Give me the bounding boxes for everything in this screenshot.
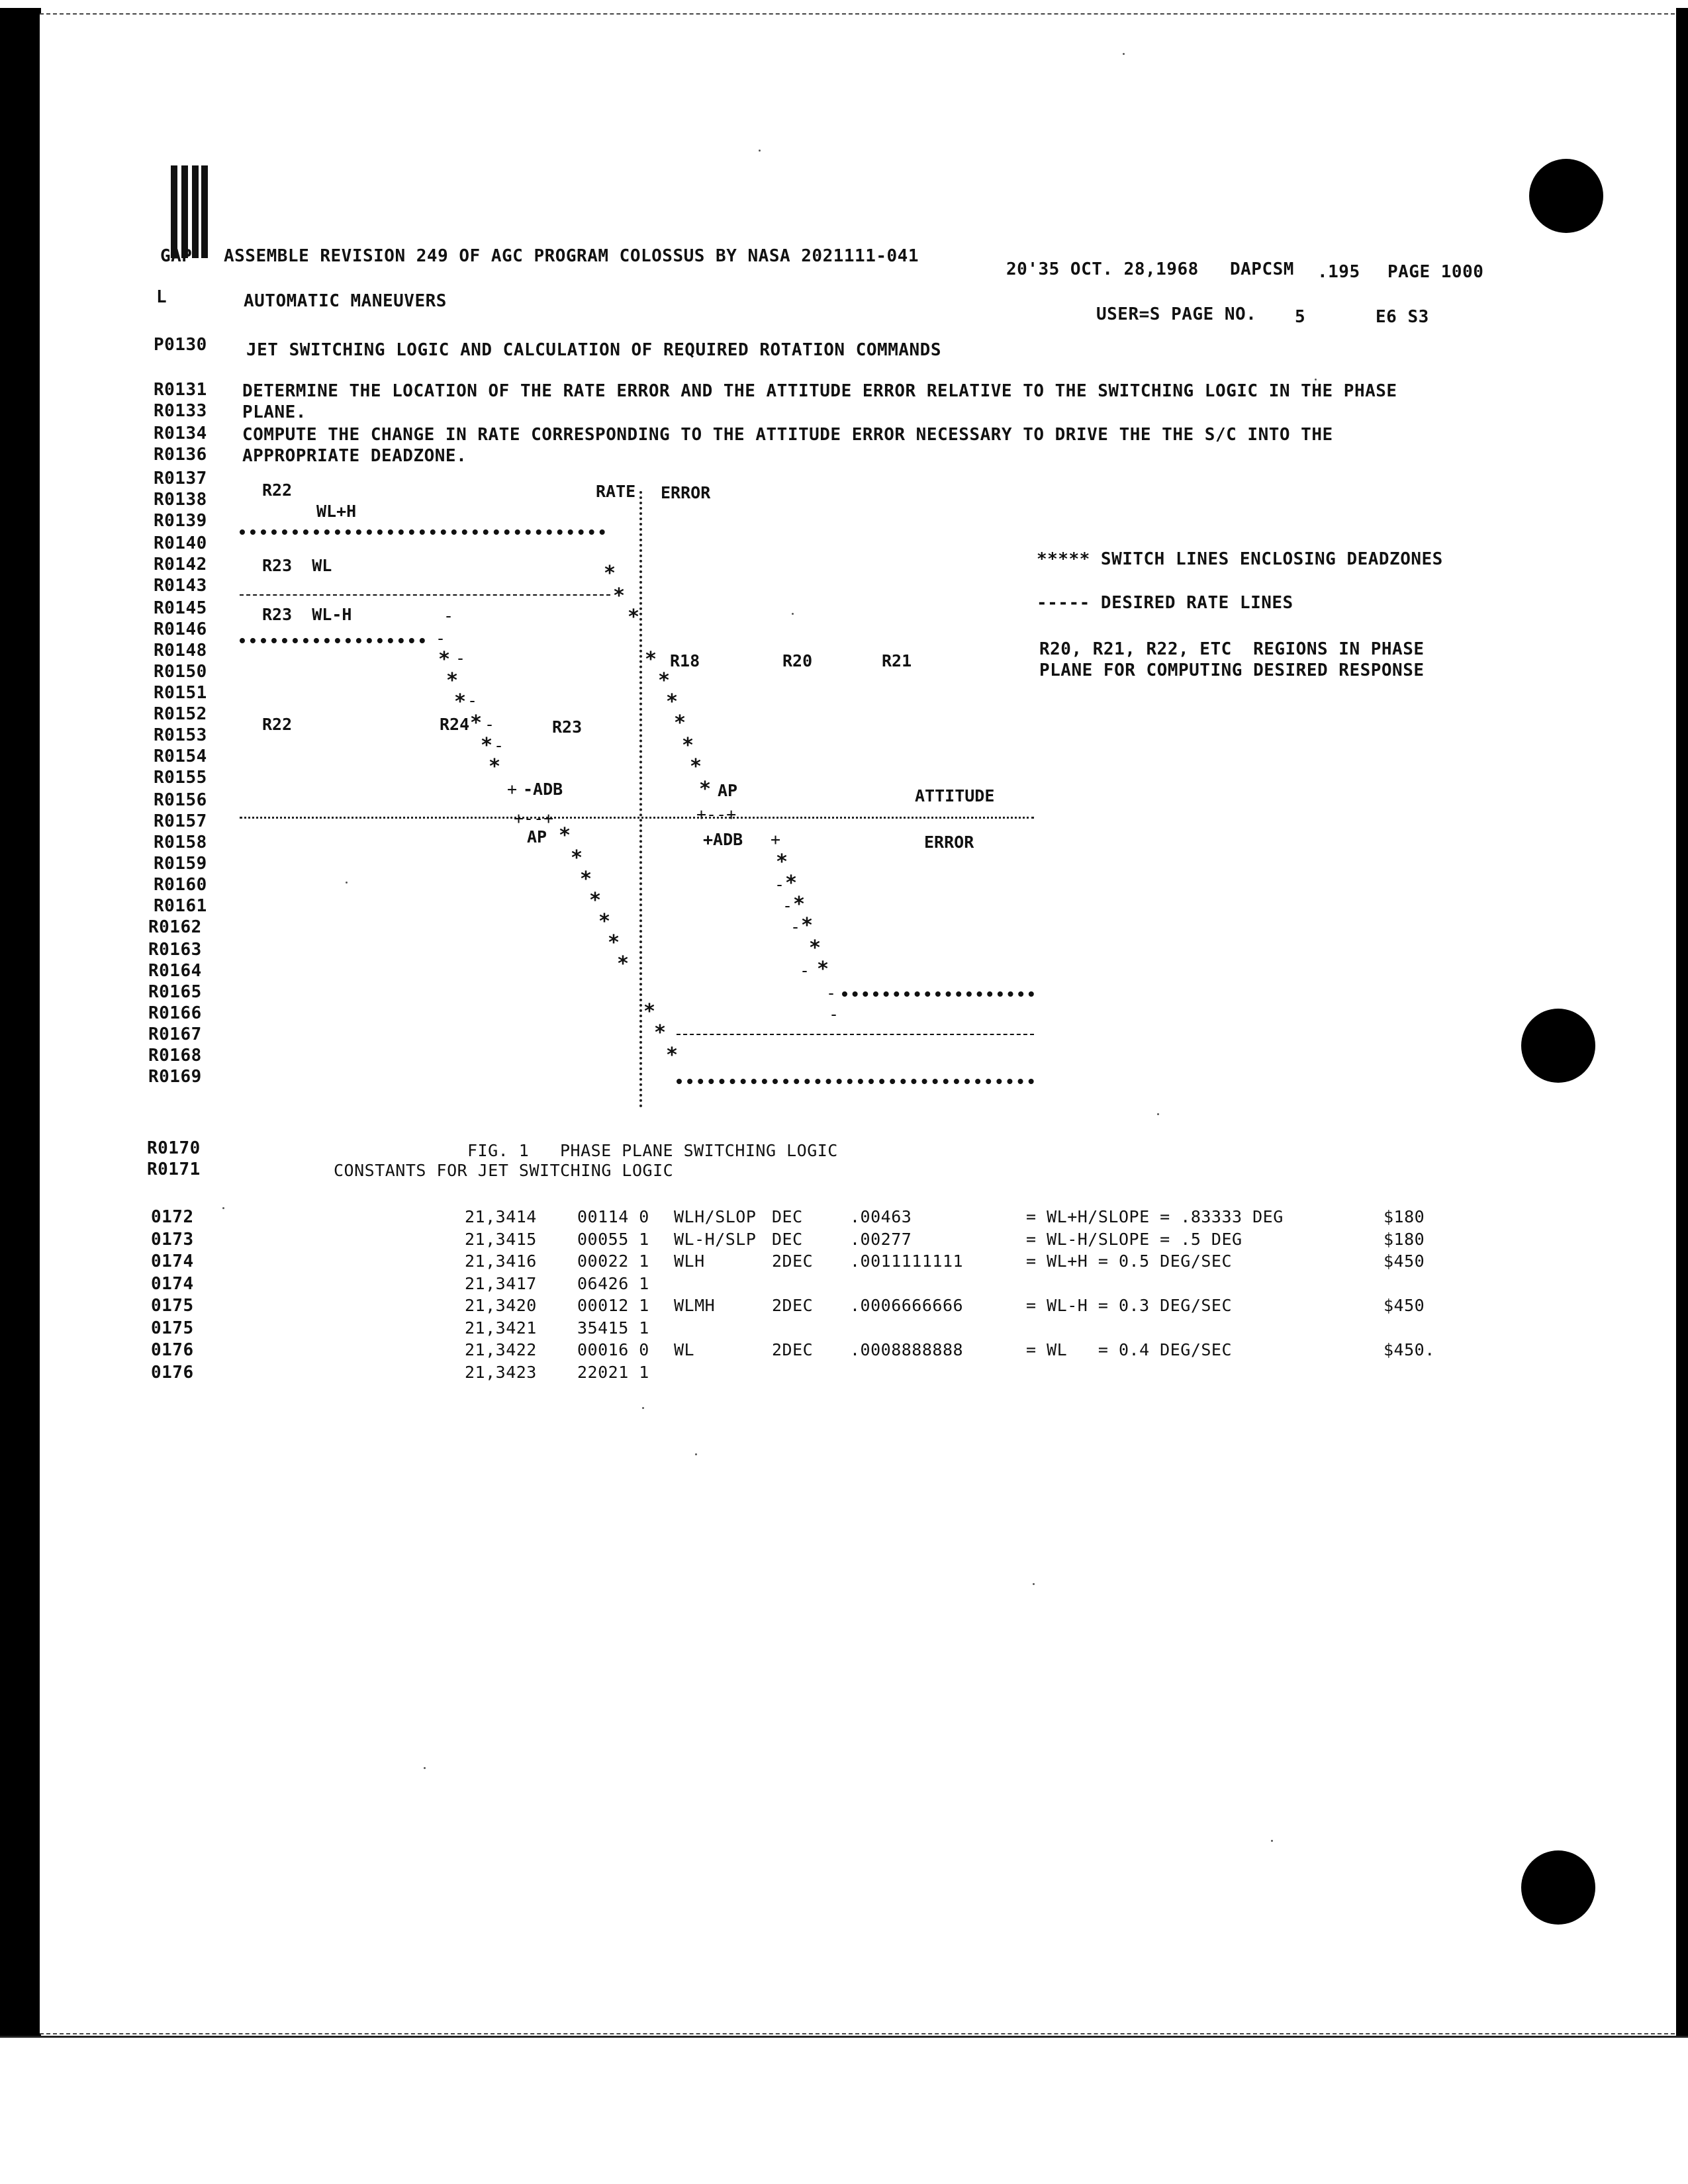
punch-hole-bottom — [1521, 1850, 1595, 1925]
const-line: 0175 — [151, 1318, 194, 1338]
upper-inner-switch-line — [240, 638, 425, 643]
attitude-error-label: ERROR — [924, 833, 974, 852]
dash-mark: - — [444, 606, 454, 625]
switch-star: * — [608, 931, 620, 954]
const-name: WL — [674, 1340, 695, 1359]
wl-plus-h-label: WL+H — [316, 502, 357, 521]
switch-star: * — [613, 584, 626, 608]
dash-mark: - — [800, 961, 810, 980]
phase-plane-figure — [240, 482, 1060, 1117]
const-ref: $180 — [1383, 1229, 1425, 1249]
switch-star: * — [658, 669, 671, 692]
rate-label: RATE — [596, 482, 636, 501]
switch-star: * — [604, 562, 616, 585]
const-type: DEC — [772, 1229, 803, 1249]
line-code: R0143 — [154, 576, 207, 596]
line-code: R0155 — [154, 768, 207, 788]
region-r24: R24 — [440, 715, 470, 734]
line-code: R0153 — [154, 725, 207, 745]
const-word: 00055 1 — [577, 1229, 649, 1249]
const-line: 0172 — [151, 1207, 194, 1227]
const-addr: 21,3416 — [465, 1251, 537, 1271]
const-type: 2DEC — [772, 1251, 814, 1271]
region-r21: R21 — [882, 651, 912, 670]
const-type: 2DEC — [772, 1296, 814, 1315]
line-code: R0136 — [154, 445, 207, 465]
ap-lower-label: AP — [527, 827, 547, 846]
dash-mark: - — [774, 875, 785, 894]
const-value: .0006666666 — [850, 1296, 964, 1315]
const-ref: $450. — [1383, 1340, 1435, 1359]
dash-mark: - — [467, 691, 478, 710]
line-code: R0168 — [148, 1046, 202, 1066]
const-line: 0174 — [151, 1273, 194, 1294]
line-text: APPROPRIATE DEADZONE. — [242, 446, 467, 466]
switch-star: * — [699, 778, 712, 801]
user-page-code: E6 S3 — [1376, 307, 1429, 327]
const-line: 0173 — [151, 1229, 194, 1250]
const-addr: 21,3423 — [465, 1362, 537, 1382]
const-line: 0175 — [151, 1296, 194, 1316]
figure-caption: FIG. 1 PHASE PLANE SWITCHING LOGIC — [467, 1141, 838, 1160]
switch-star: * — [785, 872, 798, 895]
line-code: R0140 — [154, 533, 207, 553]
region-r22-top: R22 — [262, 480, 293, 500]
attitude-label: ATTITUDE — [915, 786, 995, 805]
switch-star: * — [776, 850, 788, 874]
header-program: DAPCSM — [1230, 259, 1294, 279]
const-word: 22021 1 — [577, 1362, 649, 1382]
line-code: R0156 — [154, 790, 207, 810]
header-tag: GAP — [160, 246, 193, 266]
line-code: R0166 — [148, 1003, 202, 1023]
switch-star: * — [481, 734, 493, 757]
const-addr: 21,3421 — [465, 1318, 537, 1338]
line-code: R0170 — [147, 1138, 201, 1158]
const-comment: = WL-H = 0.3 DEG/SEC — [1026, 1296, 1233, 1315]
line-code: R0152 — [154, 704, 207, 724]
upper-desired-rate-line — [240, 594, 610, 596]
switch-star: * — [580, 868, 592, 891]
line-code: R0164 — [148, 961, 202, 981]
region-r23-wl: R23 WL — [262, 556, 332, 575]
minus-adb-label: -ADB — [523, 780, 563, 799]
line-code: R0161 — [154, 896, 207, 916]
upper-switch-line — [240, 529, 605, 535]
const-word: 00022 1 — [577, 1251, 649, 1271]
line-code: R0131 — [154, 380, 207, 400]
const-comment: = WL-H/SLOPE = .5 DEG — [1026, 1229, 1243, 1249]
scan-left-edge — [0, 8, 41, 2037]
plus-mark: + — [507, 780, 518, 799]
switch-star: * — [489, 755, 501, 778]
const-value: .0008888888 — [850, 1340, 964, 1359]
line-code: R0142 — [154, 555, 207, 574]
switch-star: * — [446, 669, 459, 692]
const-name: WLMH — [674, 1296, 716, 1315]
legend-switch-lines: ***** SWITCH LINES ENCLOSING DEADZONES — [1037, 549, 1443, 569]
switch-star: * — [674, 711, 686, 735]
const-value: .0011111111 — [850, 1251, 964, 1271]
switch-star: * — [617, 952, 630, 976]
line-code: R0158 — [154, 833, 207, 852]
const-comment: = WL+H = 0.5 DEG/SEC — [1026, 1251, 1233, 1271]
const-line: 0176 — [151, 1362, 194, 1383]
const-line: 0174 — [151, 1251, 194, 1271]
switch-star: * — [559, 824, 571, 847]
dash-mark: - — [455, 649, 466, 668]
rate-error-label: ERROR — [661, 483, 711, 502]
region-r20: R20 — [782, 651, 813, 670]
const-type: 2DEC — [772, 1340, 814, 1359]
const-comment: = WL+H/SLOPE = .83333 DEG — [1026, 1207, 1284, 1226]
header-timestamp: 20'35 OCT. 28,1968 — [1006, 259, 1199, 279]
const-value: .00277 — [850, 1229, 912, 1249]
legend-regions-2: PLANE FOR COMPUTING DESIRED RESPONSE — [1039, 660, 1425, 680]
switch-star: * — [628, 606, 640, 629]
lower-switch-line — [677, 1079, 1034, 1084]
dash-mark: - — [790, 917, 801, 936]
line-code: R0167 — [148, 1024, 202, 1044]
switch-star: * — [682, 734, 694, 757]
ap-upper-label: AP — [718, 781, 738, 800]
rate-axis — [639, 491, 642, 1108]
region-r23-wlh: R23 WL-H — [262, 605, 352, 624]
switch-star: * — [809, 936, 821, 960]
const-addr: 21,3417 — [465, 1273, 537, 1293]
region-r22-mid: R22 — [262, 715, 293, 734]
const-addr: 21,3422 — [465, 1340, 537, 1359]
legend-desired-rate: ----- DESIRED RATE LINES — [1037, 593, 1293, 613]
line-code: R0163 — [148, 940, 202, 960]
dash-mark: - — [436, 629, 446, 648]
attitude-axis — [240, 817, 1034, 819]
line-code: R0171 — [147, 1160, 201, 1179]
user-page-number: 5 — [1295, 307, 1306, 327]
const-ref: $450 — [1383, 1251, 1425, 1271]
plus-mark: +--+ — [696, 805, 737, 824]
region-r18: R18 — [670, 651, 700, 670]
switch-star: * — [666, 690, 679, 713]
const-name: WL-H/SLP — [674, 1229, 757, 1249]
switch-star: * — [470, 711, 483, 735]
switch-star: * — [654, 1021, 667, 1044]
const-value: .00463 — [850, 1207, 912, 1226]
line-code: R0159 — [154, 854, 207, 874]
const-addr: 21,3415 — [465, 1229, 537, 1249]
line-text: JET SWITCHING LOGIC AND CALCULATION OF REQUIRED ROTATION COMMANDS — [246, 340, 941, 360]
dash-mark: - — [829, 1005, 839, 1024]
legend-regions-1: R20, R21, R22, ETC REGIONS IN PHASE — [1039, 639, 1425, 659]
line-code: R0145 — [154, 598, 207, 618]
header-title: ASSEMBLE REVISION 249 OF AGC PROGRAM COLOSSUS BY NASA 2021111-041 — [224, 246, 919, 266]
line-code: R0148 — [154, 641, 207, 660]
const-word: 06426 1 — [577, 1273, 649, 1293]
switch-star: * — [690, 755, 702, 778]
const-word: 35415 1 — [577, 1318, 649, 1338]
header-sub: .195 — [1317, 262, 1360, 282]
dash-mark: - — [494, 736, 504, 755]
switch-star: * — [438, 648, 451, 671]
line-code: R0137 — [154, 469, 207, 488]
plus-adb-label: +ADB — [703, 830, 743, 849]
const-ref: $450 — [1383, 1296, 1425, 1315]
line-text: COMPUTE THE CHANGE IN RATE CORRESPONDING TO THE ATTITUDE ERROR NECESSARY TO DRIVE THE THE S/C INTO THE — [242, 425, 1333, 445]
switch-star: * — [793, 893, 806, 916]
line-text: DETERMINE THE LOCATION OF THE RATE ERROR AND THE ATTITUDE ERROR RELATIVE TO THE SWITCHING LOGIC IN THE PHASE — [242, 381, 1397, 401]
binder-marks — [171, 165, 209, 258]
constants-heading: CONSTANTS FOR JET SWITCHING LOGIC — [334, 1161, 674, 1180]
line-code: R0160 — [154, 875, 207, 895]
switch-star: * — [666, 1044, 679, 1067]
line-code: R0134 — [154, 424, 207, 443]
const-ref: $180 — [1383, 1207, 1425, 1226]
line-code: R0165 — [148, 982, 202, 1002]
line-text: PLANE. — [242, 402, 306, 422]
const-comment: = WL = 0.4 DEG/SEC — [1026, 1340, 1233, 1359]
dash-mark: - — [826, 983, 837, 1003]
switch-star: * — [454, 690, 467, 713]
line-code: R0162 — [148, 917, 202, 937]
const-word: 00114 0 — [577, 1207, 649, 1226]
punch-hole-top — [1529, 159, 1603, 233]
const-line: 0176 — [151, 1340, 194, 1360]
line-code: R0151 — [154, 683, 207, 703]
line-code: R0150 — [154, 662, 207, 682]
line-code: R0139 — [154, 511, 207, 531]
switch-star: * — [817, 958, 829, 981]
line-code: R0133 — [154, 401, 207, 421]
line-code: R0138 — [154, 490, 207, 510]
section-title: AUTOMATIC MANEUVERS — [244, 291, 447, 311]
punch-hole-middle — [1521, 1009, 1595, 1083]
header-left-code: L — [156, 287, 167, 307]
const-addr: 21,3420 — [465, 1296, 537, 1315]
const-word: 00016 0 — [577, 1340, 649, 1359]
user-page-label: USER=S PAGE NO. — [1096, 304, 1257, 324]
const-name: WLH — [674, 1251, 705, 1271]
const-word: 00012 1 — [577, 1296, 649, 1315]
region-r23-mid: R23 — [552, 717, 583, 737]
lower-desired-rate-line — [677, 1034, 1034, 1035]
dash-mark: - — [782, 896, 793, 915]
switch-star: * — [589, 889, 602, 912]
const-type: DEC — [772, 1207, 803, 1226]
switch-star: * — [643, 1000, 656, 1023]
line-code: R0154 — [154, 747, 207, 766]
line-code: P0130 — [154, 335, 207, 355]
plus-mark: +--+ — [514, 809, 554, 828]
switch-star: * — [801, 914, 814, 937]
switch-star: * — [571, 846, 583, 870]
header-page: PAGE 1000 — [1387, 262, 1484, 282]
plus-mark: + — [771, 830, 781, 849]
scan-bottom-edge — [0, 2036, 1688, 2038]
line-code: R0169 — [148, 1067, 202, 1087]
const-name: WLH/SLOP — [674, 1207, 757, 1226]
scan-right-edge — [1676, 8, 1688, 2037]
dash-mark: - — [485, 715, 495, 734]
line-code: R0146 — [154, 619, 207, 639]
const-addr: 21,3414 — [465, 1207, 537, 1226]
lower-inner-switch-line — [842, 991, 1034, 997]
switch-star: * — [645, 648, 657, 671]
switch-star: * — [598, 910, 611, 933]
line-code: R0157 — [154, 811, 207, 831]
